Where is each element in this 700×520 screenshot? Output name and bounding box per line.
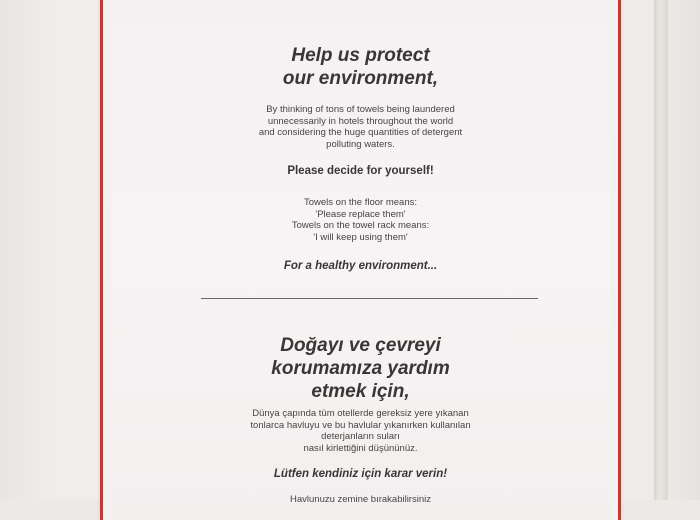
english-title-line-2: our environment, xyxy=(282,68,439,89)
english-title-line-1: Help us protect xyxy=(291,45,430,66)
english-decide: Please decide for yourself! xyxy=(287,165,434,177)
section-divider xyxy=(201,298,538,299)
turkish-title-line-3: etmek için, xyxy=(311,381,410,402)
english-intro xyxy=(111,104,610,150)
english-instruction-line: 'Please replace them' xyxy=(315,208,406,220)
turkish-decide: Lütfen kendiniz için karar verin! xyxy=(273,468,448,480)
card-inner xyxy=(111,0,610,520)
english-intro-line: polluting waters. xyxy=(326,138,395,150)
turkish-title-line-1: Doğayı ve çevreyi xyxy=(280,335,441,356)
turkish-intro-line: nasıl kirlettiğini düşününüz. xyxy=(303,442,418,454)
turkish-intro-line: deterjanların suları xyxy=(321,431,400,442)
turkish-partial-line: Havlunuzu zemine bırakabilirsiniz xyxy=(290,494,431,505)
english-intro-line: and considering the huge quantities of detergent xyxy=(258,127,463,138)
turkish-intro-line: tonlarca havluyu ve bu havlular yıkanırken kullanılan xyxy=(250,419,471,431)
english-instruction-line: Towels on the towel rack means: xyxy=(291,220,430,231)
turkish-title-line-2: korumamıza yardım xyxy=(271,358,450,379)
english-title xyxy=(111,44,610,90)
english-instructions xyxy=(111,197,610,243)
turkish-intro-line: Dünya çapında tüm otellerde gereksiz yere yıkanan xyxy=(252,408,469,419)
english-intro-line: By thinking of tons of towels being laundered xyxy=(266,104,455,115)
english-instruction-line: Towels on the floor means: xyxy=(303,197,417,208)
turkish-title xyxy=(111,334,610,403)
turkish-intro xyxy=(111,408,610,454)
towel-notice-card xyxy=(100,0,621,520)
english-intro-line: unnecessarily in hotels throughout the world xyxy=(267,115,454,127)
door-frame-edge xyxy=(654,0,668,500)
english-closing: For a healthy environment... xyxy=(283,260,438,272)
english-instruction-line: 'I will keep using them' xyxy=(313,231,408,243)
